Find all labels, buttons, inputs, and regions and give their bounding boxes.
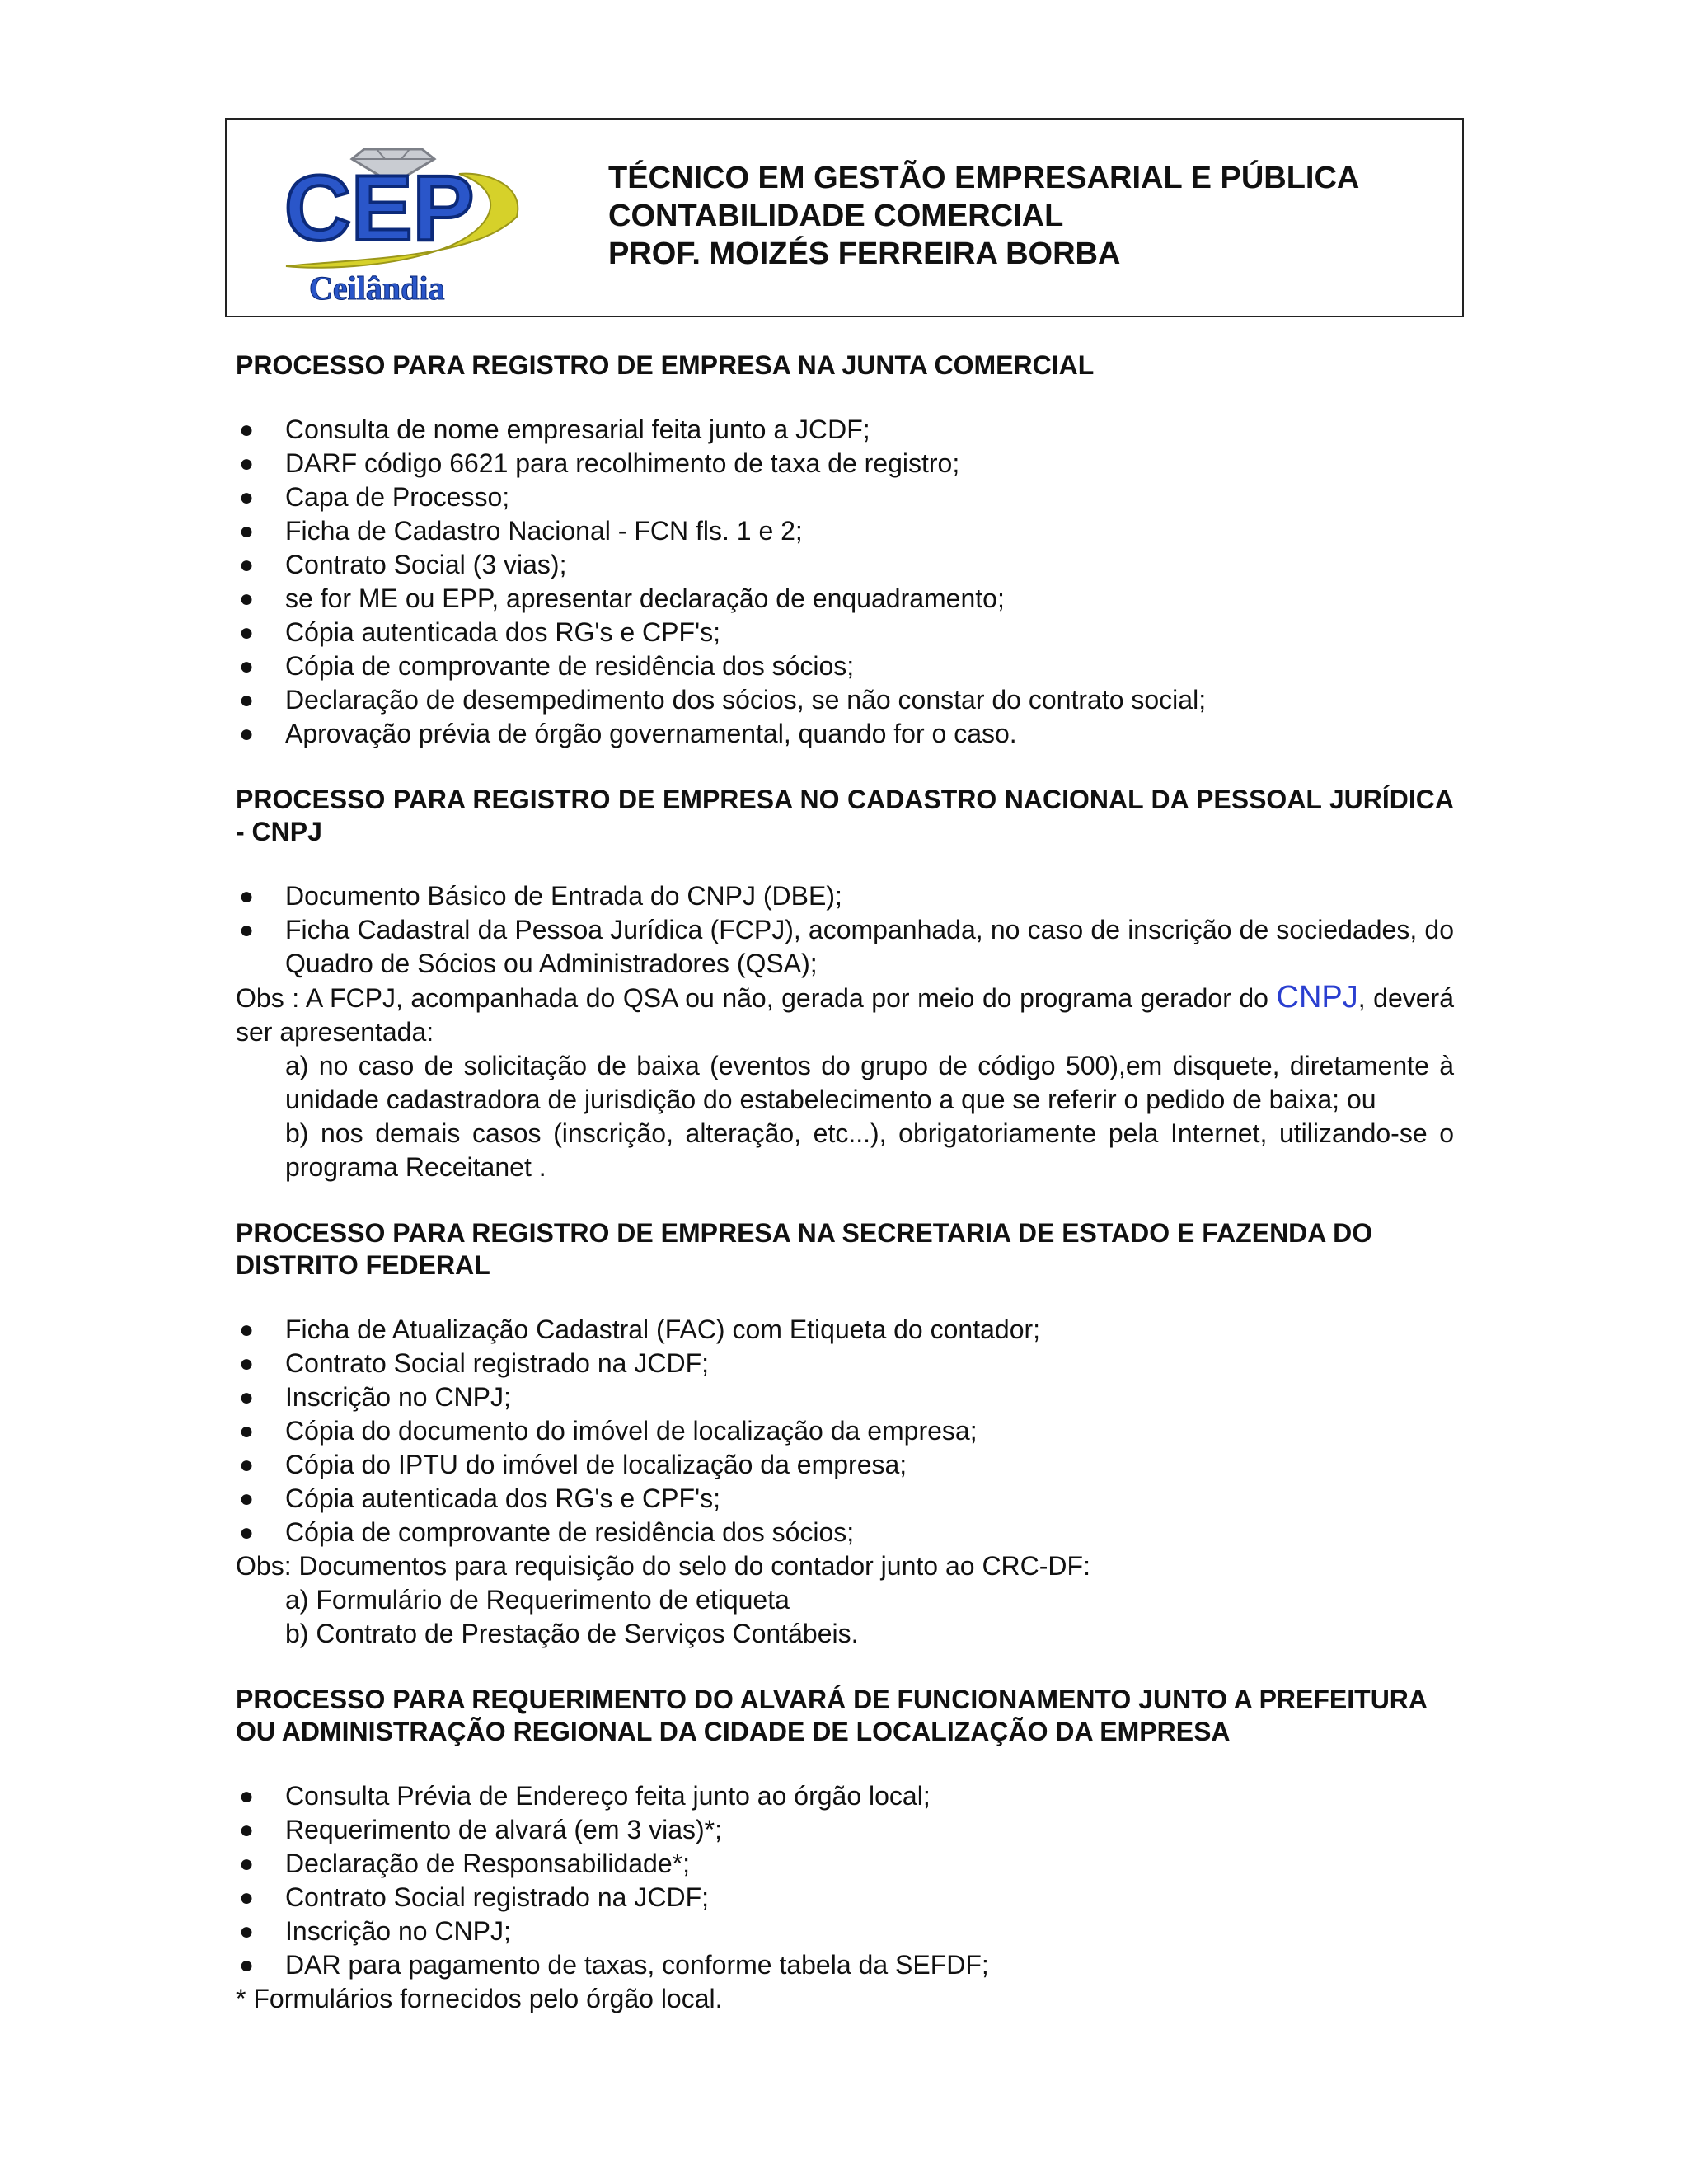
alvara-footnote: * Formulários fornecidos pelo órgão local. [236, 1984, 723, 2013]
section-title-junta: PROCESSO PARA REGISTRO DE EMPRESA NA JUNTA COMERCIAL [236, 350, 1095, 380]
list-item: ● Contrato Social registrado na JCDF; [236, 1881, 1454, 1915]
header-box [225, 118, 1464, 317]
bullet-icon: ● [239, 585, 255, 612]
section-title-sefaz: PROCESSO PARA REGISTRO DE EMPRESA NA SECRETARIA DE ESTADO E FAZENDA DO DISTRITO FEDERAL [236, 1218, 1373, 1280]
list-item: ● DAR para pagamento de taxas, conforme tabela da SEFDF; [236, 1948, 1454, 1982]
list-item: ● Declaração de desempedimento dos sócios, se não constar do contrato social; [236, 683, 1454, 717]
bullet-icon: ● [239, 1918, 255, 1945]
bullet-icon: ● [239, 1783, 255, 1810]
bullet-icon: ● [239, 1418, 255, 1445]
list-item: ● Cópia do IPTU do imóvel de localização da empresa; [236, 1448, 1454, 1482]
bullet-icon: ● [239, 1451, 255, 1479]
bullet-icon: ● [239, 687, 255, 714]
list-item: ● Requerimento de alvará (em 3 vias)*; [236, 1813, 1454, 1847]
bullet-icon: ● [239, 720, 255, 748]
bullet-icon: ● [239, 1350, 255, 1377]
sub-item-a: a) no caso de solicitação de baixa (eventos do grupo de código 500),em disquete, diretamente à unidade cadastradora de jurisdição do estabelecimento a que se referir o pedido de baixa; ou [285, 1051, 1454, 1114]
bullet-icon: ● [239, 1384, 255, 1411]
list-item: ● Cópia de comprovante de residência dos sócios; [236, 1516, 1454, 1549]
professor-name: PROF. MOIZÉS FERREIRA BORBA [608, 237, 1121, 271]
list-item: ● Contrato Social registrado na JCDF; [236, 1347, 1454, 1380]
bullet-icon: ● [239, 1316, 255, 1343]
bullet-icon: ● [239, 619, 255, 646]
list-item: ● Contrato Social (3 vias); [236, 548, 1454, 582]
svg-text:Ceilândia: Ceilândia [309, 269, 445, 307]
sefaz-sub-items [236, 1583, 1454, 1651]
bullet-icon: ● [239, 916, 255, 944]
list-item: ● Cópia de comprovante de residência dos sócios; [236, 649, 1454, 683]
bullet-icon: ● [239, 551, 255, 579]
bullet-icon: ● [239, 484, 255, 511]
sefaz-observation: Obs: Documentos para requisição do selo do contador junto ao CRC-DF: [236, 1551, 1090, 1581]
bullet-icon: ● [239, 518, 255, 545]
list-item: ● Inscrição no CNPJ; [236, 1380, 1454, 1414]
cep-ceilandia-logo [270, 134, 525, 307]
cnpj-observation: Obs : A FCPJ, acompanhada do QSA ou não, gerada por meio do programa gerador do CNPJ, deverá ser apresentada: [236, 980, 1455, 1047]
cnpj-list [236, 879, 1454, 981]
alvara-list [236, 1779, 1454, 1982]
bullet-icon: ● [239, 1816, 255, 1844]
list-item: ● Aprovação prévia de órgão governamental, quando for o caso. [236, 717, 1454, 751]
bullet-icon: ● [239, 1519, 255, 1546]
list-item: ● Documento Básico de Entrada do CNPJ (DBE); [236, 879, 1454, 913]
sefaz-list [236, 1313, 1454, 1549]
bullet-icon: ● [239, 1850, 255, 1877]
section-title-cnpj: PROCESSO PARA REGISTRO DE EMPRESA NO CADASTRO NACIONAL DA PESSOAL JURÍDICA - CNPJ [236, 785, 1454, 846]
list-item: ● Cópia do documento do imóvel de localização da empresa; [236, 1414, 1454, 1448]
bullet-icon: ● [239, 653, 255, 680]
list-item: ● Consulta de nome empresarial feita junto a JCDF; [236, 413, 1454, 447]
list-item: ● Ficha Cadastral da Pessoa Jurídica (FCPJ), acompanhada, no caso de inscrição de sociedades, do Quadro de Sócios ou Administradores (QSA); [239, 915, 1454, 978]
list-item: ● se for ME ou EPP, apresentar declaração de enquadramento; [236, 582, 1454, 616]
list-item: ● Cópia autenticada dos RG's e CPF's; [236, 1482, 1454, 1516]
sub-item-b: b) Contrato de Prestação de Serviços Contábeis. [285, 1619, 859, 1648]
bullet-icon: ● [239, 1952, 255, 1979]
section-title-alvara: PROCESSO PARA REQUERIMENTO DO ALVARÁ DE FUNCIONAMENTO JUNTO A PREFEITURA OU ADMINISTRAÇÃO REGIONAL DA CIDADE DE LOCALIZAÇÃO DA EMPRESA [236, 1685, 1427, 1746]
sub-item-b: b) nos demais casos (inscrição, alteração, etc...), obrigatoriamente pela Internet, utilizando-se o programa Receitanet . [285, 1118, 1454, 1182]
list-item: ● Ficha de Atualização Cadastral (FAC) com Etiqueta do contador; [236, 1313, 1454, 1347]
bullet-icon: ● [239, 416, 255, 443]
list-item: ● Capa de Processo; [236, 480, 1454, 514]
list-item: ● Ficha de Cadastro Nacional - FCN fls. 1 e 2; [236, 514, 1454, 548]
list-item: ● Inscrição no CNPJ; [236, 1915, 1454, 1948]
junta-list [236, 413, 1454, 751]
bullet-icon: ● [239, 1884, 255, 1911]
list-item: ● Consulta Prévia de Endereço feita junto ao órgão local; [236, 1779, 1454, 1813]
subject-title: CONTABILIDADE COMERCIAL [608, 199, 1064, 233]
list-item: ● Declaração de Responsabilidade*; [236, 1847, 1454, 1881]
bullet-icon: ● [239, 883, 255, 910]
list-item: ● Cópia autenticada dos RG's e CPF's; [236, 616, 1454, 649]
bullet-icon: ● [239, 1485, 255, 1512]
list-item: ● DARF código 6621 para recolhimento de taxa de registro; [236, 447, 1454, 480]
bullet-icon: ● [239, 450, 255, 477]
sub-item-a: a) Formulário de Requerimento de etiqueta [285, 1585, 790, 1615]
course-title: TÉCNICO EM GESTÃO EMPRESARIAL E PÚBLICA [608, 161, 1360, 195]
svg-text:CEP: CEP [284, 157, 475, 260]
document-body [236, 349, 1454, 2016]
cnpj-link[interactable]: CNPJ [1276, 980, 1358, 1015]
cnpj-sub-items [236, 1049, 1454, 1184]
header-titles [608, 159, 1359, 273]
